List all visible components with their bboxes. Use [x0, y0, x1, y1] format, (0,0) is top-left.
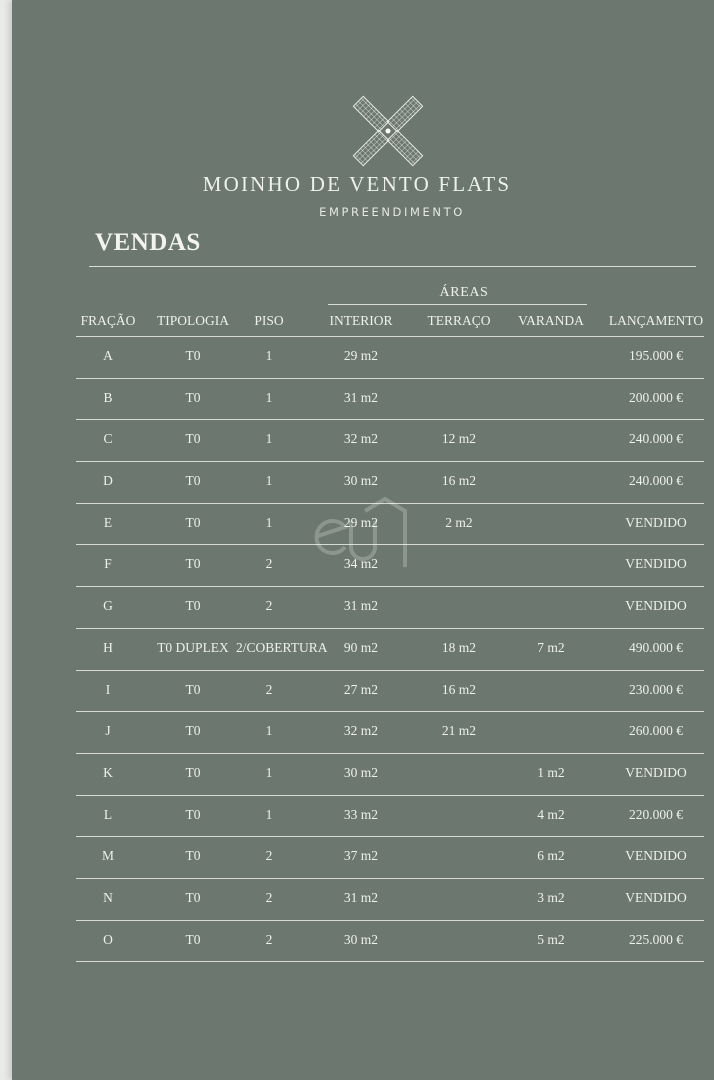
cell-interior: 32 m2 [343, 723, 379, 739]
cell-piso: 1 [265, 514, 273, 530]
table-row [76, 628, 704, 670]
header-lancamento: LANÇAMENTO [608, 313, 704, 328]
cell-varanda: 1 m2 [537, 764, 565, 780]
cell-piso: 2 [265, 681, 273, 697]
section-title: VENDAS [95, 229, 201, 256]
cell-lancamento: 240.000 € [629, 431, 683, 447]
cell-piso: 1 [265, 348, 273, 363]
cell-fracao: C [103, 431, 113, 447]
cell-tipologia: T0 DUPLEX [157, 639, 229, 655]
cell-tipologia: T0 [185, 598, 201, 614]
areas-group-header: ÁREAS [439, 285, 489, 300]
cell-lancamento: VENDIDO [625, 848, 687, 864]
cell-lancamento: VENDIDO [625, 598, 687, 614]
cell-lancamento: VENDIDO [625, 764, 687, 780]
header-terraco: TERRAÇO [427, 313, 491, 328]
cell-lancamento: 220.000 € [629, 806, 683, 822]
cell-interior: 27 m2 [343, 681, 379, 697]
cell-interior: 37 m2 [343, 848, 379, 864]
cell-lancamento: 230.000 € [629, 681, 683, 697]
table-row [76, 753, 704, 795]
cell-tipologia: T0 [185, 848, 201, 864]
brand-name: MOINHO DE VENTO FLATS [202, 172, 512, 196]
cell-piso: 2 [265, 598, 273, 614]
brand-subtitle: EMPREENDIMENTO [319, 205, 465, 219]
cell-fracao: L [103, 806, 113, 822]
sales-table [76, 336, 704, 962]
windmill-icon [345, 88, 431, 174]
cell-interior: 30 m2 [343, 931, 379, 947]
cell-lancamento: VENDIDO [625, 514, 687, 530]
cell-piso: 1 [265, 806, 273, 822]
cell-lancamento: 240.000 € [629, 473, 683, 489]
cell-fracao: J [105, 723, 111, 739]
cell-lancamento: VENDIDO [625, 556, 687, 572]
cell-fracao: B [103, 389, 113, 405]
cell-interior: 33 m2 [343, 806, 379, 822]
table-row [76, 336, 704, 378]
cell-tipologia: T0 [185, 931, 201, 947]
cell-interior: 32 m2 [343, 431, 379, 447]
cell-fracao: H [103, 639, 113, 655]
cell-interior: 29 m2 [343, 348, 379, 363]
cell-piso: 1 [265, 431, 273, 447]
cell-fracao: N [103, 889, 113, 905]
cell-fracao: G [103, 598, 113, 614]
cell-interior: 34 m2 [343, 556, 379, 572]
cell-tipologia: T0 [185, 389, 201, 405]
header-fracao: FRAÇÃO [80, 313, 136, 328]
cell-varanda: 6 m2 [537, 848, 565, 864]
cell-lancamento: 200.000 € [629, 389, 683, 405]
cell-fracao: O [103, 931, 113, 947]
cell-piso: 1 [265, 389, 273, 405]
cell-lancamento: 260.000 € [629, 723, 683, 739]
table-row [76, 795, 704, 837]
table-row [76, 670, 704, 712]
table-row [76, 920, 704, 963]
cell-piso: 2 [265, 556, 273, 572]
areas-divider [328, 304, 587, 305]
cell-varanda: 7 m2 [537, 639, 565, 655]
cell-fracao: A [103, 348, 113, 363]
cell-lancamento: 225.000 € [629, 931, 683, 947]
cell-fracao: M [101, 848, 114, 864]
table-row [76, 711, 704, 753]
header-interior: INTERIOR [329, 313, 393, 328]
cell-interior: 29 m2 [343, 514, 379, 530]
cell-fracao: K [103, 764, 113, 780]
cell-terraco: 16 m2 [441, 473, 477, 489]
header-piso: PISO [254, 313, 284, 328]
cell-terraco: 16 m2 [441, 681, 477, 697]
cell-tipologia: T0 [185, 806, 201, 822]
cell-tipologia: T0 [185, 514, 201, 530]
cell-interior: 31 m2 [343, 598, 379, 614]
eu-watermark-icon [305, 497, 411, 571]
table-row [76, 419, 704, 461]
cell-interior: 90 m2 [343, 639, 379, 655]
cell-fracao: E [103, 514, 113, 530]
cell-piso: 2/COBERTURA [236, 639, 328, 655]
cell-lancamento: 195.000 € [629, 348, 683, 363]
cell-lancamento: 490.000 € [629, 639, 683, 655]
cell-fracao: I [105, 681, 111, 697]
cell-tipologia: T0 [185, 473, 201, 489]
cell-piso: 1 [265, 723, 273, 739]
cell-fracao: D [103, 473, 113, 489]
table-row [76, 378, 704, 420]
cell-tipologia: T0 [185, 348, 201, 363]
cell-tipologia: T0 [185, 556, 201, 572]
cell-tipologia: T0 [185, 764, 201, 780]
cell-varanda: 3 m2 [537, 889, 565, 905]
cell-terraco: 12 m2 [441, 431, 477, 447]
cell-terraco: 2 m2 [445, 514, 473, 530]
cell-interior: 31 m2 [343, 389, 379, 405]
cell-interior: 30 m2 [343, 764, 379, 780]
cell-tipologia: T0 [185, 431, 201, 447]
cell-interior: 30 m2 [343, 473, 379, 489]
cell-tipologia: T0 [185, 681, 201, 697]
table-row [76, 836, 704, 878]
table-row [76, 586, 704, 628]
title-divider [89, 266, 696, 267]
table-row [76, 878, 704, 920]
cell-piso: 2 [265, 889, 273, 905]
header-tipologia: TIPOLOGIA [157, 313, 229, 328]
cell-varanda: 4 m2 [537, 806, 565, 822]
cell-interior: 31 m2 [343, 889, 379, 905]
cell-piso: 1 [265, 764, 273, 780]
header-varanda: VARANDA [518, 313, 584, 328]
cell-varanda: 5 m2 [537, 931, 565, 947]
cell-tipologia: T0 [185, 889, 201, 905]
cell-tipologia: T0 [185, 723, 201, 739]
cell-piso: 2 [265, 848, 273, 864]
cell-fracao: F [104, 556, 112, 572]
cell-terraco: 21 m2 [441, 723, 477, 739]
cell-piso: 1 [265, 473, 273, 489]
cell-terraco: 18 m2 [441, 639, 477, 655]
cell-piso: 2 [265, 931, 273, 947]
cell-lancamento: VENDIDO [625, 889, 687, 905]
